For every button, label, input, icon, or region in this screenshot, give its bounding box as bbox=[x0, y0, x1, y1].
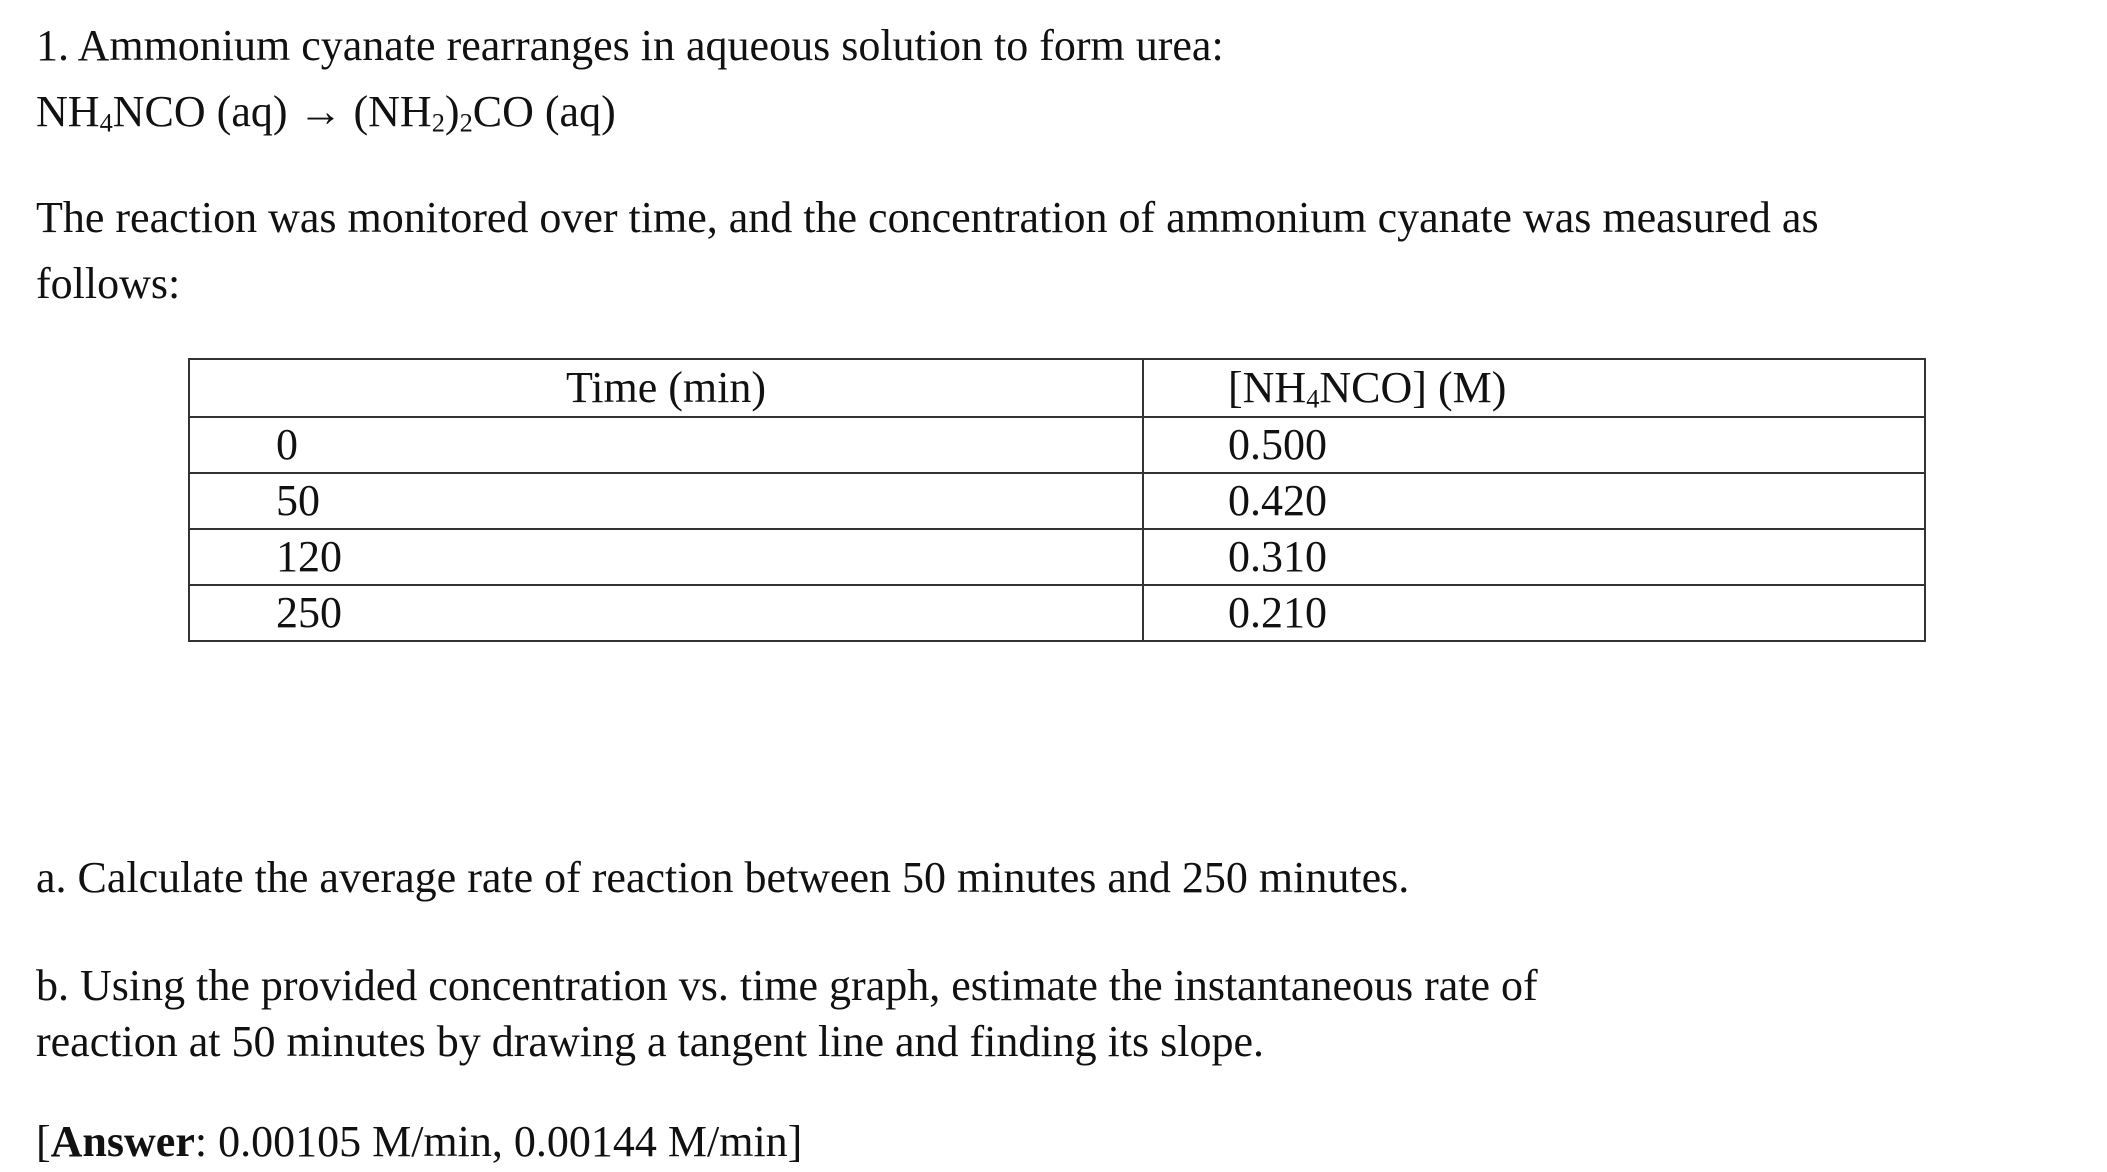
reaction-equation: $NH_4NCO$ $(aq) \to (NH_2)_2CO$ (aq) bbox=[36, 87, 616, 138]
data-table bbox=[188, 358, 1926, 642]
table-row bbox=[189, 529, 1925, 585]
answer: [Answer: 0.00105 M/min, 0.00144 M/min] bbox=[36, 1117, 803, 1166]
table-row bbox=[189, 473, 1925, 529]
time-cell: 50 bbox=[189, 473, 1143, 529]
table-row bbox=[189, 417, 1925, 473]
part-b-line-2: reaction at 50 minutes by drawing a tangent line and finding its slope. bbox=[36, 1017, 1265, 1066]
time-cell: 120 bbox=[189, 529, 1143, 585]
part-a: a. Calculate the average rate of reaction between 50 minutes and 250 minutes. bbox=[36, 853, 1410, 902]
question-intro: 1. Ammonium cyanate rearranges in aqueous solution to form urea: bbox=[36, 21, 1224, 70]
conc-cell: 0.500 bbox=[1143, 417, 1925, 473]
paragraph-line-2: follows: bbox=[36, 259, 181, 308]
header-concentration: $[NH_4NCO]$ (M) bbox=[1143, 359, 1925, 417]
conc-cell: 0.420 bbox=[1143, 473, 1925, 529]
table-row bbox=[189, 585, 1925, 641]
conc-cell: 0.310 bbox=[1143, 529, 1925, 585]
part-b-line-1: b. Using the provided concentration vs. time graph, estimate the instantaneous rate of bbox=[36, 961, 1538, 1010]
time-cell: 0 bbox=[189, 417, 1143, 473]
table-header-row bbox=[189, 359, 1925, 417]
time-cell: 250 bbox=[189, 585, 1143, 641]
conc-cell: 0.210 bbox=[1143, 585, 1925, 641]
header-time: Time (min) bbox=[189, 359, 1143, 417]
paragraph-line-1: The reaction was monitored over time, and the concentration of ammonium cyanate was measured as bbox=[36, 193, 1819, 242]
